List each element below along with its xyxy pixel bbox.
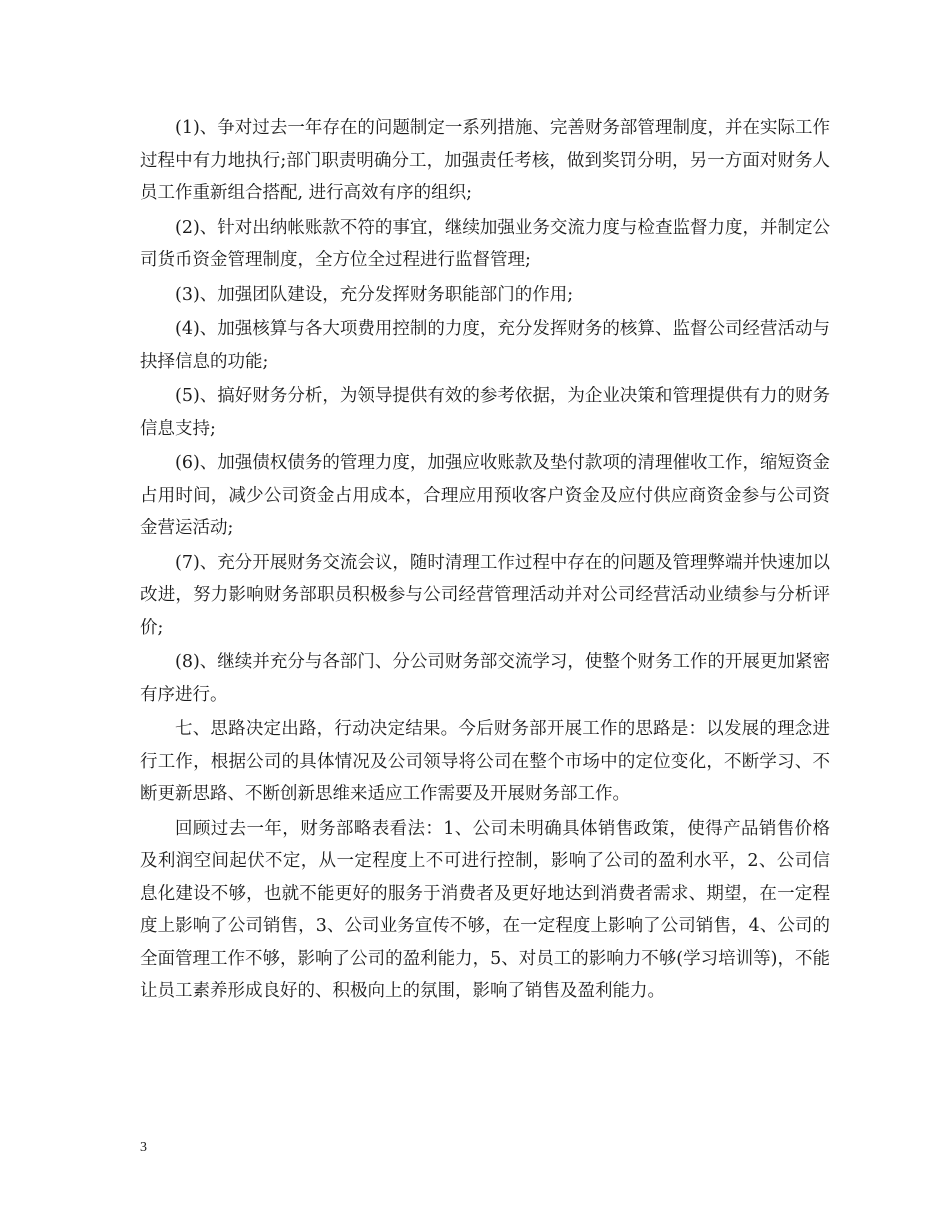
paragraph-measure-7: (7)、充分开展财务交流会议，随时清理工作过程中存在的问题及管理弊端并快速加以改进，努力影响财务部职员积极参与公司经营管理活动并对公司经营活动业绩参与分析评价;: [140, 552, 830, 638]
page-number: 3: [140, 1140, 147, 1155]
paragraph-review: 回顾过去一年，财务部略表看法：1、公司未明确具体销售政策，使得产品销售价格及利润空间起伏不定，从一定程度上不可进行控制，影响了公司的盈利水平，2、公司信息化建设不够，也就不能更好的服务于消费者及更好地达到消费者需求、期望，在一定程度上影响了公司销售，3、公司业务宣传不够，在一定程度上影响了公司销售，4、公司的全面管理工作不够，影响了公司的盈利能力，5、对员工的影响力不够(学习培训等)，不能让员工素养形成良好的、积极向上的氛围，影响了销售及盈利能力。: [140, 818, 830, 1001]
paragraph-measure-4: (4)、加强核算与各大项费用控制的力度，充分发挥财务的核算、监督公司经营活动与抉择信息的功能;: [140, 319, 830, 372]
paragraph-measure-8: (8)、继续并充分与各部门、分公司财务部交流学习，使整个财务工作的开展更加紧密有序进行。: [140, 652, 830, 705]
paragraph-measure-1: (1)、争对过去一年存在的问题制定一系列措施、完善财务部管理制度，并在实际工作过程中有力地执行;部门职责明确分工，加强责任考核，做到奖罚分明，另一方面对财务人员工作重新组合搭配, 进行高效有序的组织;: [140, 118, 830, 203]
paragraph-measure-2: (2)、针对出纳帐账款不符的事宜，继续加强业务交流力度与检查监督力度，并制定公司货币资金管理制度，全方位全过程进行监督管理;: [140, 217, 830, 270]
paragraph-measure-6: (6)、加强债权债务的管理力度，加强应收账款及垫付款项的清理催收工作，缩短资金占用时间，减少公司资金占用成本，合理应用预收客户资金及应付供应商资金参与公司资金营运活动;: [140, 453, 830, 538]
document-body: [140, 112, 830, 1010]
paragraph-section-seven: 七、思路决定出路，行动决定结果。今后财务部开展工作的思路是：以发展的理念进行工作，根据公司的具体情况及公司领导将公司在整个市场中的定位变化，不断学习、不断更新思路、不断创新思维来适应工作需要及开展财务部工作。: [140, 719, 830, 804]
paragraph-measure-5: (5)、搞好财务分析，为领导提供有效的参考依据，为企业决策和管理提供有力的财务信息支持;: [140, 386, 830, 439]
paragraph-measure-3: (3)、加强团队建设，充分发挥财务职能部门的作用;: [175, 284, 574, 305]
